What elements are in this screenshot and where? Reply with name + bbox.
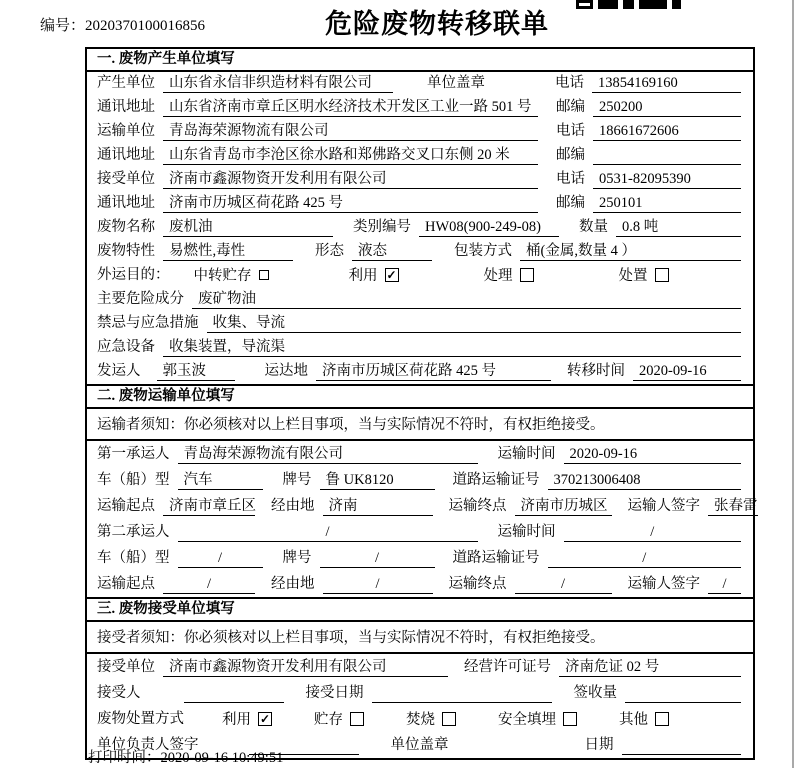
field-value: / [320, 548, 435, 568]
page-title: 危险废物转移联单 [325, 9, 549, 39]
checkbox-empty-icon [563, 712, 577, 726]
field-label: 数量 [579, 219, 608, 235]
field-label: 道路运输证号 [452, 472, 540, 488]
checkbox-empty-icon [655, 268, 669, 282]
checkbox-empty-icon [259, 270, 269, 280]
field-value: / [178, 522, 478, 542]
field-label: 应急设备 [97, 339, 155, 355]
field-label: 日期 [584, 737, 614, 753]
checkbox-item [484, 264, 534, 285]
field-label: 通讯地址 [97, 99, 155, 115]
field-value: 收集、导流 [207, 313, 742, 333]
field-label: 通讯地址 [97, 195, 155, 211]
field-label: 道路运输证号 [452, 550, 540, 566]
form-row [87, 120, 753, 144]
field-label: 牌号 [282, 550, 312, 566]
form-row [87, 96, 753, 120]
field-value: 13854169160 [592, 73, 741, 93]
field-value: 济南市鑫源物资开发利用有限公司 [163, 657, 448, 677]
field-label: 电话 [555, 75, 584, 91]
checkbox-item [222, 708, 272, 729]
artifact-block [639, 0, 667, 9]
static-label: 单位盖章 [390, 737, 449, 753]
field-label: 经由地 [271, 498, 315, 514]
field-label: 运输起点 [97, 498, 155, 514]
form-row [87, 441, 753, 467]
field-label: 经营许可证号 [464, 659, 551, 675]
form-row [87, 216, 753, 240]
field-value: 废机油 [163, 217, 333, 237]
field-label: 运输单位 [97, 123, 155, 139]
field-label: 形态 [315, 243, 344, 259]
field-label: 运输人签字 [627, 498, 700, 514]
field-value [184, 683, 284, 703]
form-row [87, 264, 753, 288]
field-value: 汽车 [178, 470, 263, 490]
field-value: 0.8 吨 [616, 217, 741, 237]
field-value: 液态 [352, 241, 432, 261]
field-label: 废物处置方式 [97, 711, 184, 727]
static-label: 单位盖章 [427, 75, 485, 91]
field-label: 发运人 [97, 363, 141, 379]
field-value: 济南危证 02 号 [559, 657, 741, 677]
clipped-print-artifact [576, 0, 681, 9]
field-value: 2020-09-16 [633, 361, 741, 381]
form-row [87, 192, 753, 216]
checkbox-item [619, 264, 669, 285]
field-label: 邮编 [556, 99, 585, 115]
checkbox-label: 焚烧 [406, 712, 435, 728]
serial-value: 2020370100016856 [85, 18, 206, 34]
window-edge [792, 0, 794, 768]
checkbox-item [406, 708, 456, 729]
field-label: 类别编号 [353, 219, 411, 235]
checkbox-label: 利用 [348, 268, 378, 284]
checkbox-empty-icon [350, 712, 364, 726]
checkbox-label: 利用 [222, 712, 251, 728]
field-value: 济南市历城区 [515, 496, 612, 516]
field-label: 经由地 [271, 576, 315, 592]
checkbox-empty-icon [655, 712, 669, 726]
checkbox-label: 处置 [618, 268, 648, 284]
field-value [593, 145, 741, 165]
manifest-table [85, 47, 758, 760]
field-value: 370213006408 [548, 470, 742, 490]
form-row [87, 493, 758, 519]
field-value: 济南市历城区荷花路 425 号 [316, 361, 551, 381]
checkbox-item [194, 264, 269, 285]
field-label: 产生单位 [97, 75, 155, 91]
field-label: 接受日期 [305, 685, 364, 701]
field-value: 废矿物油 [192, 289, 741, 309]
form-row [87, 288, 753, 312]
field-label: 外运目的： [97, 267, 170, 283]
field-label: 废物名称 [97, 219, 155, 235]
artifact-block [672, 0, 681, 9]
field-label: 转移时间 [567, 363, 625, 379]
field-label: 运输人签字 [627, 576, 700, 592]
field-label: 牌号 [282, 472, 312, 488]
print-time [88, 751, 283, 766]
field-label: 邮编 [556, 195, 585, 211]
section-note-waste-receiver: 接受者须知：你必须核对以上栏目事项，当与实际情况不符时，有权拒绝接受。 [87, 622, 753, 654]
field-value: 鲁 UK8120 [320, 470, 435, 490]
field-label: 运输时间 [497, 524, 556, 540]
field-value: 山东省青岛市李沧区徐水路和郑佛路交叉口东侧 20 米 [163, 145, 538, 165]
field-value: 济南市历城区荷花路 425 号 [163, 193, 538, 213]
field-value: / [564, 522, 742, 542]
form-row [87, 360, 753, 384]
field-value: 山东省永信非织造材料有限公司 [163, 73, 393, 93]
field-value: 郭玉波 [157, 361, 235, 381]
field-label: 通讯地址 [97, 147, 155, 163]
field-value: 青岛海荣源物流有限公司 [178, 444, 478, 464]
field-value: 18661672606 [593, 121, 741, 141]
checkbox-empty-icon [442, 712, 456, 726]
artifact-block [623, 0, 634, 9]
field-value: 250101 [593, 193, 741, 213]
field-value: 0531-82095390 [593, 169, 741, 189]
field-label: 接受单位 [97, 171, 155, 187]
artifact-block [598, 0, 618, 9]
field-value: 250200 [593, 97, 741, 117]
field-value: 易燃性,毒性 [163, 241, 293, 261]
field-value: / [548, 548, 742, 568]
form-row [87, 654, 753, 680]
checkbox-label: 贮存 [314, 712, 343, 728]
checkbox-item [498, 708, 577, 729]
field-value: / [515, 574, 612, 594]
field-label: 第二承运人 [97, 524, 170, 540]
field-value: / [708, 574, 741, 594]
field-label: 电话 [556, 123, 585, 139]
field-label: 车（船）型 [97, 472, 170, 488]
form-row [87, 336, 753, 360]
field-value: 张春雷 [708, 496, 758, 516]
field-label: 第一承运人 [97, 446, 170, 462]
form-row [87, 571, 753, 597]
field-value [625, 683, 741, 703]
checkbox-label: 安全填埋 [498, 712, 556, 728]
field-label: 运输终点 [448, 576, 507, 592]
field-label: 接受人 [97, 685, 141, 701]
field-label: 废物特性 [97, 243, 155, 259]
field-label: 运输起点 [97, 576, 155, 592]
form-row [87, 519, 753, 545]
field-label: 单位负责人签字 [97, 737, 199, 753]
field-value: 收集装置，导流渠 [163, 337, 741, 357]
field-label: 禁忌与应急措施 [97, 315, 199, 331]
artifact-block [576, 0, 593, 9]
field-value: HW08(900-249-08) [419, 217, 559, 237]
section-header-waste-receiver: 三. 废物接受单位填写 [87, 597, 753, 622]
field-value: 山东省济南市章丘区明水经济技术开发区工业一路 501 号 [163, 97, 538, 117]
field-label: 签收量 [573, 685, 617, 701]
form-row [87, 467, 753, 493]
form-row [87, 72, 753, 96]
field-label: 电话 [556, 171, 585, 187]
print-time-label: 打印时间： [88, 750, 161, 766]
form-row [87, 680, 753, 706]
print-time-value: 2020-09-16 10:49:51 [160, 750, 284, 766]
field-label: 邮编 [556, 147, 585, 163]
field-value: 济南 [323, 496, 433, 516]
section-note-waste-transporter: 运输者须知：你必须核对以上栏目事项，当与实际情况不符时，有权拒绝接受。 [87, 409, 753, 441]
field-value: 济南市鑫源物资开发利用有限公司 [163, 169, 538, 189]
field-label: 包装方式 [454, 243, 512, 259]
checkbox-empty-icon [520, 268, 534, 282]
field-label: 运输终点 [448, 498, 507, 514]
field-value: 桶(金属,数量 4 ） [520, 241, 741, 261]
checkbox-label: 中转贮存 [193, 268, 252, 284]
checkbox-item [349, 264, 399, 285]
section-header-waste-transporter: 二. 废物运输单位填写 [87, 384, 753, 409]
checkbox-item [619, 708, 669, 729]
field-label: 运输时间 [497, 446, 556, 462]
form-row [87, 168, 753, 192]
field-value: / [178, 548, 263, 568]
field-value: / [163, 574, 255, 594]
field-value: / [323, 574, 433, 594]
checkbox-checked-icon: ✓ [386, 267, 397, 282]
checkbox-label: 其他 [619, 712, 648, 728]
form-row [87, 545, 753, 571]
serial-number [40, 14, 205, 35]
field-label: 接受单位 [97, 659, 155, 675]
field-value: 青岛海荣源物流有限公司 [163, 121, 538, 141]
checkbox-checked-icon: ✓ [259, 711, 271, 726]
field-label: 主要危险成分 [97, 291, 184, 307]
form-row [87, 312, 753, 336]
field-value [372, 683, 552, 703]
field-label: 车（船）型 [97, 550, 170, 566]
form-row [87, 144, 753, 168]
form-row [87, 240, 753, 264]
field-value [622, 735, 742, 755]
checkbox-label: 处理 [483, 268, 513, 284]
section-header-waste-generator: 一. 废物产生单位填写 [87, 49, 753, 72]
field-value: 2020-09-16 [564, 444, 742, 464]
form-row [87, 706, 753, 732]
checkbox-item [314, 708, 364, 729]
field-label: 运达地 [264, 363, 308, 379]
serial-label: 编号： [40, 18, 86, 34]
field-value: 济南市章丘区 [163, 496, 255, 516]
